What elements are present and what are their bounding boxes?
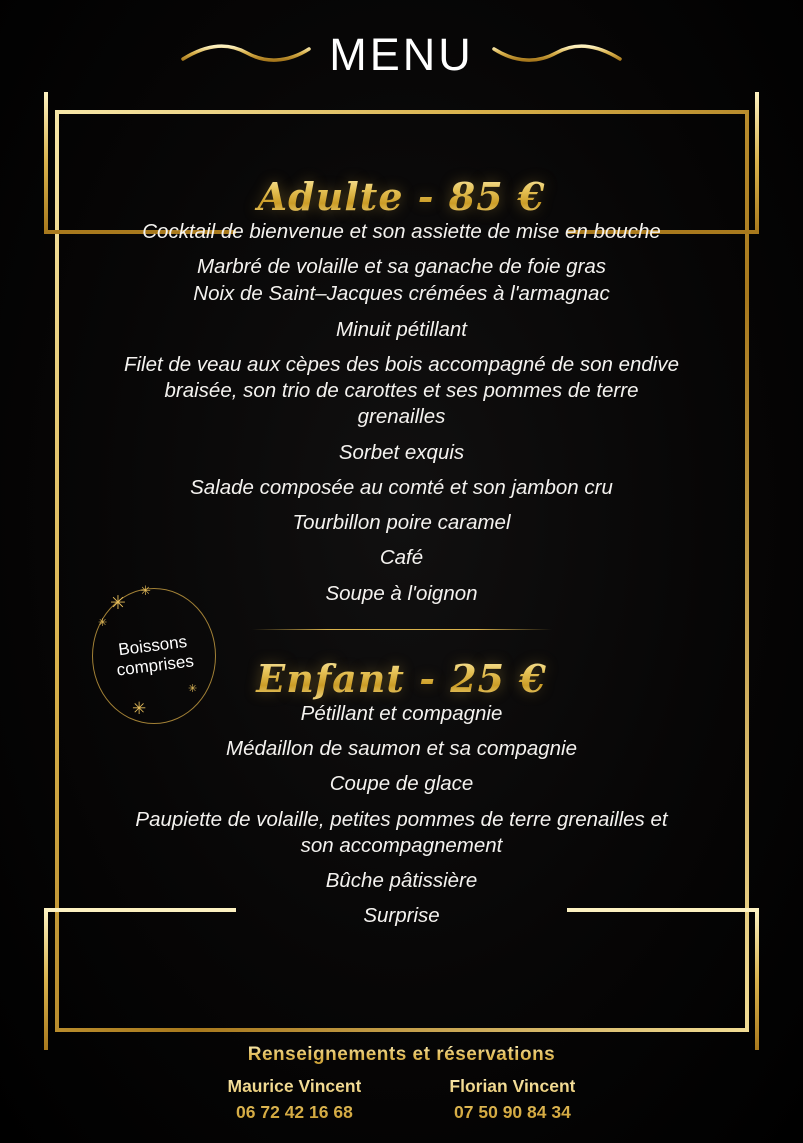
badge-line-1: Boissons bbox=[117, 631, 189, 659]
contact-item bbox=[228, 1074, 362, 1125]
section-divider bbox=[252, 629, 552, 630]
dish-item: Café bbox=[379, 546, 424, 570]
left-flourish-icon bbox=[181, 41, 311, 67]
dish-item: Paupiette de volaille, petites pommes de terre grenailles et son accompagnement bbox=[135, 807, 668, 857]
badge-line-2: comprises bbox=[115, 651, 195, 680]
sparkle-icon: ✳ bbox=[188, 683, 198, 695]
right-flourish-icon bbox=[492, 41, 622, 67]
dish-item: Salade composée au comté et son jambon cru bbox=[190, 475, 613, 499]
contact-name: Florian Vincent bbox=[449, 1076, 576, 1097]
dish-item: Filet de veau aux cèpes des bois accompagné de son endive braisée, son trio de carottes et ses pommes de terre grenailles bbox=[123, 352, 679, 429]
dish-item: Coupe de glace bbox=[329, 772, 474, 796]
title-row bbox=[0, 24, 803, 84]
dish-list-enfant bbox=[60, 701, 743, 930]
dish-item: Marbré de volaille et sa ganache de foie gras bbox=[196, 255, 607, 279]
dish-list-adulte bbox=[60, 219, 743, 607]
section-adulte bbox=[60, 174, 743, 607]
menu-content bbox=[60, 140, 743, 938]
dish-item: Surprise bbox=[363, 904, 440, 928]
dish-item: Sorbet exquis bbox=[338, 440, 465, 464]
contact-phone[interactable]: 06 72 42 16 68 bbox=[236, 1101, 353, 1122]
footer bbox=[0, 1044, 803, 1125]
sparkle-icon: ✳ bbox=[110, 593, 126, 614]
dish-item: Médaillon de saumon et sa compagnie bbox=[226, 737, 577, 761]
sparkle-icon: ✳ bbox=[98, 617, 108, 629]
dish-item: Minuit pétillant bbox=[335, 317, 468, 341]
page-title: MENU bbox=[329, 28, 474, 80]
contact-list bbox=[0, 1074, 803, 1125]
contact-item bbox=[449, 1074, 575, 1125]
sparkle-icon: ✳ bbox=[140, 583, 151, 598]
dish-item: Bûche pâtissière bbox=[325, 868, 478, 892]
dish-item: Pétillant et compagnie bbox=[300, 701, 503, 725]
section-heading-enfant: Enfant - 25 € bbox=[60, 656, 743, 701]
badge-text bbox=[84, 581, 224, 731]
dish-item: Noix de Saint–Jacques crémées à l'armagnac bbox=[193, 282, 610, 306]
contact-name: Maurice Vincent bbox=[227, 1076, 362, 1097]
dish-item: Soupe à l'oignon bbox=[325, 581, 478, 605]
boissons-comprises-badge bbox=[92, 583, 216, 724]
contact-phone[interactable]: 07 50 90 84 34 bbox=[454, 1101, 571, 1122]
sparkle-icon: ✳ bbox=[132, 699, 147, 718]
dish-item: Cocktail de bienvenue et son assiette de mise en bouche bbox=[142, 220, 661, 243]
dish-item: Tourbillon poire caramel bbox=[292, 511, 511, 535]
footer-title: Renseignements et réservations bbox=[0, 1044, 803, 1066]
section-heading-adulte: Adulte - 85 € bbox=[60, 174, 743, 219]
